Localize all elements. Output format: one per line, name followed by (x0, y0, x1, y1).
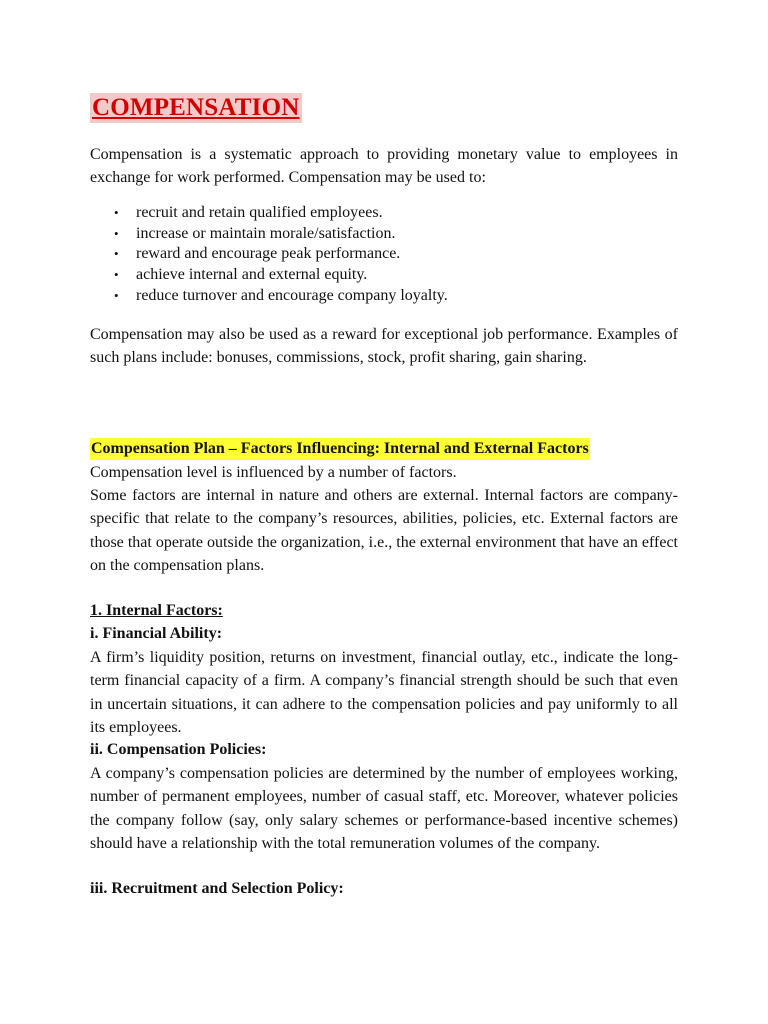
reward-paragraph: Compensation may also be used as a reward for exceptional job performance. Examples of such plans include: bonuses, commissions, stock, profit sharing, gain sharing. (90, 326, 678, 367)
financial-ability-heading: i. Financial Ability: (90, 625, 223, 642)
list-item: • reward and encourage peak performance. (90, 244, 650, 265)
bullet-icon: • (114, 246, 119, 262)
intro-paragraph: Compensation is a systematic approach to providing monetary value to employees in exchange for work performed. Compensation may be used to: (90, 146, 678, 187)
financial-ability-paragraph: A firm’s liquidity position, returns on investment, financial outlay, etc., indicate the long-term financial capacity of a firm. A company’s financial strength should be such that even in uncertain situations, it can adhere to the compensation policies and pay uniformly to all its employees. (90, 649, 678, 736)
list-item: • achieve internal and external equity. (90, 265, 650, 286)
list-item: • reduce turnover and encourage company loyalty. (90, 286, 650, 307)
purpose-bullet-list (90, 203, 650, 307)
factors-intro-line: Compensation level is influenced by a number of factors. (90, 464, 457, 481)
page-title: COMPENSATION (92, 94, 300, 121)
plan-heading: Compensation Plan – Factors Influencing: Internal and External Factors (90, 438, 590, 460)
internal-factors-heading: 1. Internal Factors: (90, 602, 223, 619)
bullet-icon: • (114, 225, 119, 241)
factors-paragraph: Some factors are internal in nature and others are external. Internal factors are company-specific that relate to the company’s resources, abilities, policies, etc. External factors are those that operate outside the organization, i.e., the external environment that have an effect on the compensation plans. (90, 487, 678, 574)
compensation-policies-heading: ii. Compensation Policies: (90, 741, 267, 758)
bullet-icon: • (114, 287, 119, 303)
list-item: • increase or maintain morale/satisfaction. (90, 224, 650, 245)
compensation-policies-paragraph: A company’s compensation policies are determined by the number of employees working, number of permanent employees, number of casual staff, etc. Moreover, whatever policies the company follow (say, only salary schemes or performance-based incentive schemes) should have a relationship with the total remuneration volumes of the company. (90, 765, 678, 852)
bullet-icon: • (114, 267, 119, 283)
list-item: • recruit and retain qualified employees. (90, 203, 650, 224)
recruitment-policy-heading: iii. Recruitment and Selection Policy: (90, 880, 344, 897)
bullet-icon: • (114, 205, 119, 220)
